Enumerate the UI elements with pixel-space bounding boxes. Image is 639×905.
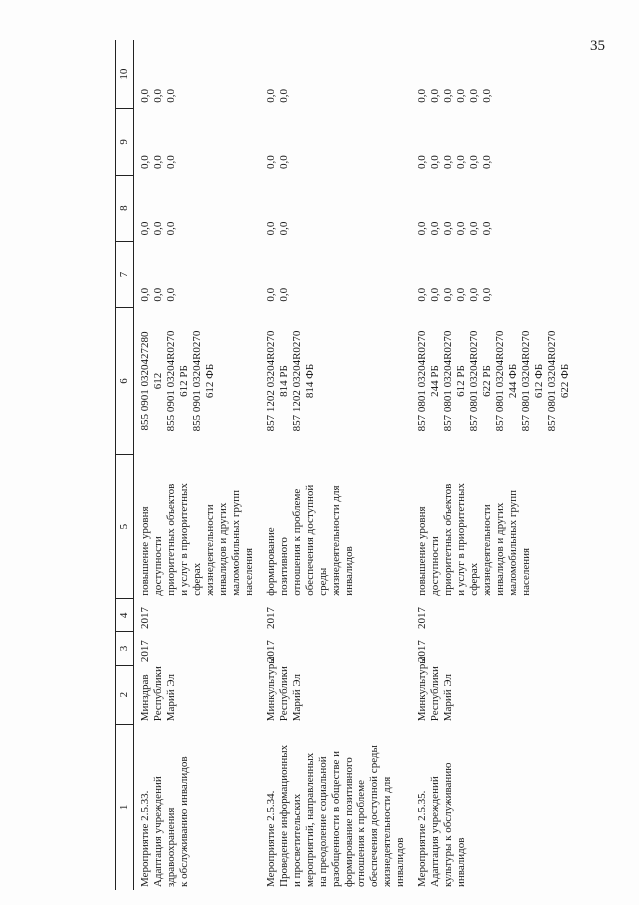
col-header-8: 8: [116, 175, 134, 241]
event-cell-line: инвалидов: [455, 837, 468, 887]
value-cell-8: [413, 175, 578, 241]
value-cell-9-line: 0,0: [429, 155, 442, 170]
year-start-cell-line: 2017: [264, 640, 277, 663]
value-cell-10: [133, 40, 261, 109]
value-cell-10-line: 0,0: [468, 89, 481, 103]
value-cell-8-line: 0,0: [442, 221, 455, 236]
value-cell-8-line: 0,0: [468, 221, 481, 236]
budget-code-cell-line: 857 1202 03204R0270: [290, 330, 303, 432]
result-cell-line: инвалидов: [342, 546, 355, 596]
budget-code-cell-line: 855 0901 03204R0270: [164, 330, 177, 432]
event-cell-line: к обслуживанию инвалидов: [177, 756, 190, 887]
result-cell-line: инвалидов и других: [494, 502, 507, 596]
year-start-cell-line: 2017: [416, 640, 429, 663]
result-cell-line: отношения к проблеме: [290, 488, 303, 596]
event-cell-line: здравоохранения: [164, 807, 177, 887]
budget-code-cell-line: 244 РБ: [429, 365, 442, 397]
table-row: [413, 40, 578, 890]
budget-code-cell-line: 244 ФБ: [507, 363, 520, 399]
event-cell-line: мероприятий, направленных: [303, 752, 316, 887]
event-cell-line: Адаптация учреждений: [429, 776, 442, 887]
value-cell-8: [133, 175, 261, 241]
value-cell-7-line: 0,0: [468, 287, 481, 302]
value-cell-7-line: 0,0: [429, 287, 442, 302]
event-cell-line: культуры к обслуживанию: [442, 762, 455, 887]
year-end-cell: [262, 599, 414, 632]
value-cell-7-line: 0,0: [481, 287, 494, 302]
value-cell-10: [413, 40, 578, 109]
value-cell-8-line: 0,0: [416, 221, 429, 236]
table-body: [133, 40, 578, 890]
event-cell-line: инвалидов: [394, 837, 407, 887]
result-cell-line: жизнедеятельности: [481, 504, 494, 596]
event-cell-line: Мероприятие 2.5.33.: [138, 790, 151, 887]
result-cell-line: инвалидов и других: [216, 502, 229, 596]
result-cell-line: маломобильных групп: [229, 490, 242, 596]
executor-cell-line: Минкультуры: [264, 656, 277, 722]
value-cell-9-line: 0,0: [277, 155, 290, 170]
executor-cell-line: Марий Эл: [442, 673, 455, 722]
result-cell-line: сферах: [190, 562, 203, 596]
budget-code-cell-line: 814 РБ: [277, 365, 290, 397]
value-cell-8-line: 0,0: [138, 221, 151, 236]
event-cell-line: и просветительских: [290, 793, 303, 887]
value-cell-8-line: 0,0: [277, 221, 290, 236]
col-header-2: 2: [116, 665, 134, 724]
executor-cell-line: Марий Эл: [290, 673, 303, 722]
budget-code-cell: [413, 308, 578, 455]
result-cell-line: приоритетных объектов: [164, 483, 177, 596]
budget-code-cell-line: 622 РБ: [481, 365, 494, 397]
value-cell-7-line: 0,0: [138, 287, 151, 302]
budget-code-cell-line: 857 0801 03204R0270: [546, 330, 559, 432]
value-cell-7-line: 0,0: [416, 287, 429, 302]
year-start-cell: [262, 632, 414, 665]
rotated-table-container: [115, 40, 571, 890]
value-cell-8: [262, 175, 414, 241]
value-cell-7-line: 0,0: [442, 287, 455, 302]
event-cell-line: Адаптация учреждений: [151, 776, 164, 887]
value-cell-10: [262, 40, 414, 109]
result-cell-line: доступности: [151, 536, 164, 596]
value-cell-10-line: 0,0: [481, 89, 494, 103]
value-cell-10-line: 0,0: [442, 89, 455, 103]
value-cell-9-line: 0,0: [151, 155, 164, 170]
col-header-5: 5: [116, 454, 134, 598]
value-cell-9-line: 0,0: [468, 155, 481, 170]
executor-cell: [133, 665, 261, 724]
budget-code-cell-line: 814 ФБ: [303, 363, 316, 399]
value-cell-7: [262, 241, 414, 307]
value-cell-9-line: 0,0: [164, 155, 177, 170]
result-cell-line: повышение уровня: [416, 506, 429, 596]
value-cell-7-line: 0,0: [264, 287, 277, 302]
page-number: 35: [590, 38, 605, 54]
event-cell-line: жизнедеятельности для: [381, 776, 394, 887]
event-cell-line: Проведение информационных: [277, 744, 290, 887]
executor-cell-line: Республики: [151, 666, 164, 722]
program-events-table: [115, 40, 578, 890]
result-cell-line: и услуг в приоритетных: [455, 483, 468, 596]
value-cell-8-line: 0,0: [481, 221, 494, 236]
col-header-9: 9: [116, 109, 134, 175]
budget-code-cell-line: 857 1202 03204R0270: [264, 330, 277, 432]
event-cell: [413, 724, 578, 890]
col-header-6: 6: [116, 308, 134, 455]
budget-code-cell-line: 857 0801 03204R0270: [494, 330, 507, 432]
year-end-cell: [413, 599, 578, 632]
col-header-7: 7: [116, 241, 134, 307]
result-cell-line: приоритетных объектов: [442, 483, 455, 596]
event-cell: [262, 724, 414, 890]
value-cell-9-line: 0,0: [481, 155, 494, 170]
budget-code-cell-line: 857 0801 03204R0270: [468, 330, 481, 432]
result-cell-line: доступности: [429, 536, 442, 596]
budget-code-cell-line: 622 ФБ: [559, 363, 571, 399]
value-cell-10-line: 0,0: [151, 89, 164, 103]
value-cell-8-line: 0,0: [264, 221, 277, 236]
executor-cell-line: Республики: [277, 666, 290, 722]
event-cell-line: формирование позитивного: [342, 757, 355, 887]
year-start-cell: [133, 632, 261, 665]
result-cell-line: жизнедеятельности для: [329, 485, 342, 596]
year-end-cell: [133, 599, 261, 632]
year-start-cell: [413, 632, 578, 665]
col-header-4: 4: [116, 599, 134, 632]
value-cell-10-line: 0,0: [416, 89, 429, 103]
event-cell-line: Мероприятие 2.5.35.: [416, 790, 429, 887]
value-cell-10-line: 0,0: [277, 89, 290, 103]
value-cell-7-line: 0,0: [277, 287, 290, 302]
value-cell-8-line: 0,0: [429, 221, 442, 236]
executor-cell-line: Республики: [429, 666, 442, 722]
budget-code-cell: [262, 308, 414, 455]
value-cell-7-line: 0,0: [151, 287, 164, 302]
value-cell-10-line: 0,0: [429, 89, 442, 103]
value-cell-10-line: 0,0: [455, 89, 468, 103]
value-cell-7-line: 0,0: [164, 287, 177, 302]
value-cell-9-line: 0,0: [416, 155, 429, 170]
result-cell-line: позитивного: [277, 537, 290, 596]
budget-code-cell-line: 857 0801 03204R0270: [416, 330, 429, 432]
header-row: [116, 40, 134, 890]
event-cell: [133, 724, 261, 890]
budget-code-cell-line: 612 ФБ: [533, 363, 546, 399]
event-cell-line: обеспечения доступной среды: [368, 745, 381, 887]
result-cell-line: повышение уровня: [138, 506, 151, 596]
executor-cell-line: Минздрав: [138, 674, 151, 722]
table-row: [133, 40, 261, 890]
result-cell: [262, 454, 414, 598]
event-cell-line: на преодоление социальной: [316, 756, 329, 887]
value-cell-9-line: 0,0: [442, 155, 455, 170]
result-cell-line: жизнедеятельности: [203, 504, 216, 596]
value-cell-10-line: 0,0: [138, 89, 151, 103]
executor-cell-line: Марий Эл: [164, 673, 177, 722]
event-cell-line: Мероприятие 2.5.34.: [264, 790, 277, 887]
executor-cell: [413, 656, 578, 724]
value-cell-9-line: 0,0: [138, 155, 151, 170]
event-cell-line: отношения к проблеме: [355, 779, 368, 887]
executor-cell: [262, 656, 414, 724]
value-cell-7: [133, 241, 261, 307]
year-start-cell-line: 2017: [138, 640, 151, 663]
executor-cell-line: Минкультуры: [416, 656, 429, 722]
value-cell-9: [133, 109, 261, 175]
budget-code-cell: [133, 308, 261, 455]
budget-code-cell-line: 855 0901 0320427280: [138, 331, 151, 431]
value-cell-10-line: 0,0: [164, 89, 177, 103]
value-cell-8-line: 0,0: [164, 221, 177, 236]
budget-code-cell-line: 612 ФБ: [203, 363, 216, 399]
value-cell-9: [413, 109, 578, 175]
value-cell-10-line: 0,0: [264, 89, 277, 103]
col-header-10: 10: [116, 40, 134, 109]
result-cell-line: обеспечения доступной: [303, 484, 316, 596]
result-cell-line: формирование: [264, 527, 277, 596]
value-cell-9-line: 0,0: [264, 155, 277, 170]
result-cell: [413, 454, 578, 598]
budget-code-cell-line: 857 0801 03204R0270: [442, 330, 455, 432]
col-header-3: 3: [116, 632, 134, 665]
value-cell-7: [413, 241, 578, 307]
value-cell-8-line: 0,0: [151, 221, 164, 236]
event-cell-line: разобщенности в обществе и: [329, 751, 342, 887]
year-end-cell-line: 2017: [416, 606, 429, 629]
budget-code-cell-line: 612 РБ: [177, 365, 190, 397]
result-cell-line: маломобильных групп: [507, 490, 520, 596]
budget-code-cell-line: 857 0801 03204R0270: [520, 330, 533, 432]
result-cell-line: населения: [242, 547, 255, 596]
value-cell-8-line: 0,0: [455, 221, 468, 236]
col-header-1: 1: [116, 724, 134, 890]
budget-code-cell-line: 612: [151, 372, 164, 390]
budget-code-cell-line: 855 0901 03204R0270: [190, 330, 203, 432]
value-cell-7-line: 0,0: [455, 287, 468, 302]
result-cell-line: сферах: [468, 562, 481, 596]
year-end-cell-line: 2017: [264, 606, 277, 629]
result-cell-line: и услуг в приоритетных: [177, 483, 190, 596]
table-row: [262, 40, 414, 890]
result-cell: [133, 454, 261, 598]
value-cell-9: [262, 109, 414, 175]
result-cell-line: населения: [520, 547, 533, 596]
budget-code-cell-line: 612 РБ: [455, 365, 468, 397]
value-cell-9-line: 0,0: [455, 155, 468, 170]
result-cell-line: среды: [316, 567, 329, 596]
year-end-cell-line: 2017: [138, 606, 151, 629]
